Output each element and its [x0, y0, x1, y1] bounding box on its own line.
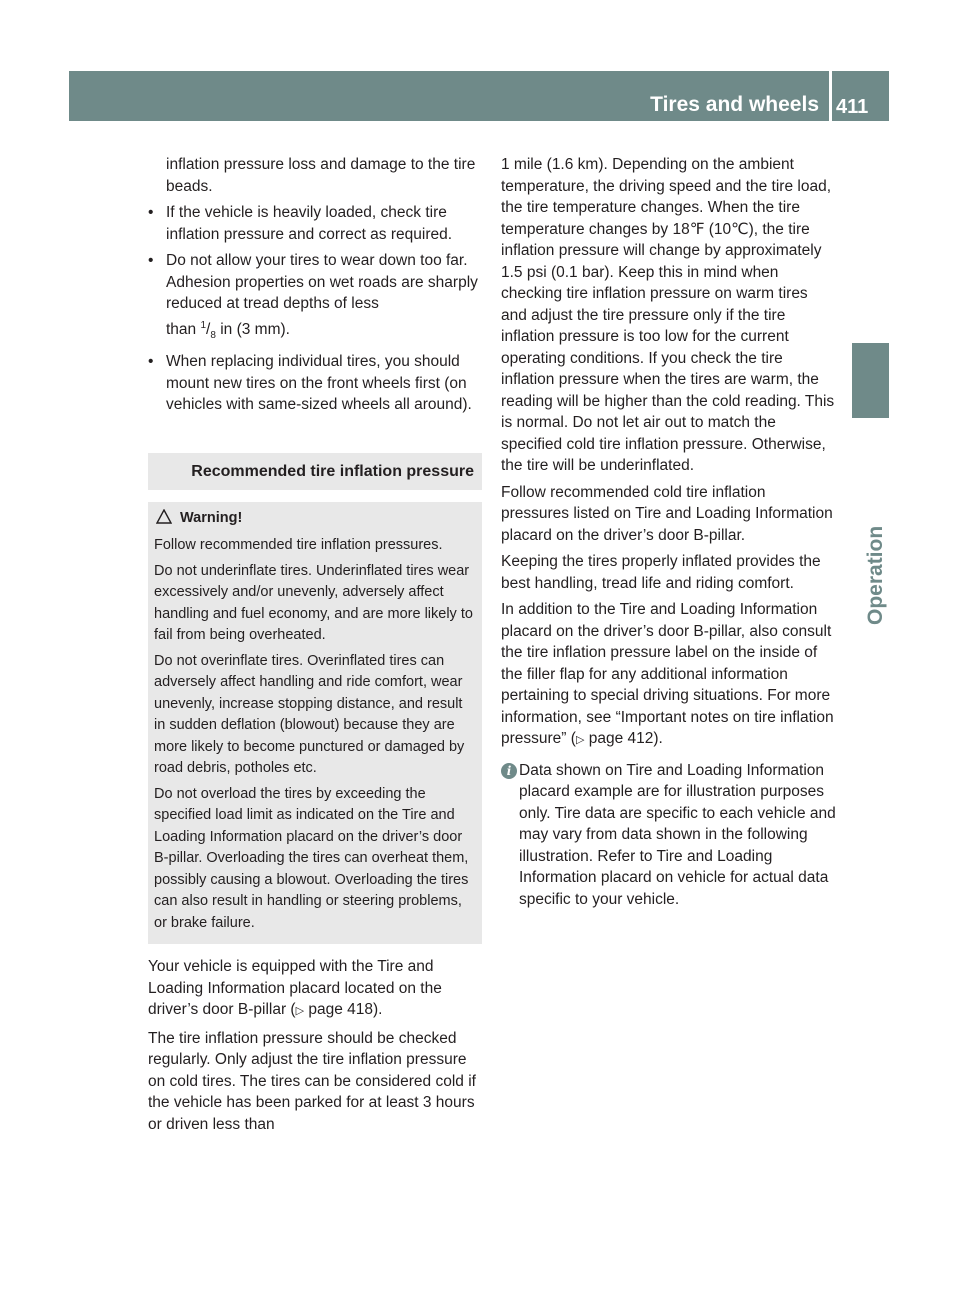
info-icon: i — [501, 763, 517, 779]
body-paragraph: In addition to the Tire and Loading Information placard on the driver’s door B-pillar, also consult the tire inflation pressure label on the inside of the filler flap for any additional information pertaining to special driving situations. For more information, see “Important notes on tire inflation pressure” (▷ page 412). — [501, 601, 834, 747]
warning-title: Warning! — [180, 509, 243, 526]
tread-depth-tail: than $^1/_8$ in (3 mm). — [166, 319, 290, 341]
warning-paragraph: Do not underinflate tires. Underinflated tires wear excessively and/or unevenly, adversely affect handling and fuel economy, and are more likely to fail from being overheated. — [154, 562, 473, 644]
section-tab-label: Operation — [864, 525, 887, 625]
list-item-text: When replacing individual tires, you should mount new tires on the front wheels first (on vehicles with same-sized wheels all around). — [166, 353, 472, 414]
list-item — [148, 202, 482, 245]
list-item-text: If the vehicle is heavily loaded, check tire inflation pressure and correct as required. — [166, 204, 453, 243]
warning-paragraph: Do not overinflate tires. Overinflated tires can adversely affect handling and ride comfort, wear unevenly, increase stopping distance, and result in sudden deflation (blowout) because they are more likely to become punctured or damaged by road debris, potholes etc. — [154, 652, 465, 777]
header-divider — [829, 71, 832, 121]
page-ref-arrow-icon: ▷ — [295, 1005, 305, 1018]
section-tab — [852, 425, 889, 625]
warning-title-row — [154, 508, 476, 532]
section-tab-marker — [852, 343, 889, 418]
body-paragraph: Your vehicle is equipped with the Tire and Loading Information placard located on the driver’s door B-pillar (▷ page 418). — [148, 958, 442, 1019]
bullet-dot: • — [148, 204, 154, 221]
left-column — [148, 154, 482, 1140]
warning-box — [148, 502, 482, 945]
warning-paragraph: Follow recommended tire inflation pressures. — [154, 537, 443, 554]
warning-paragraph: Do not overload the tires by exceeding the specified load limit as indicated on the Tire and Loading Information placard on the driver’s door B-pillar. Overloading the tires can overheat them, possibly causing a blowout. Overloading the tires can also result in handling or steering problems, or brake failure. — [154, 785, 469, 931]
warning-triangle-icon — [156, 509, 172, 532]
body-paragraph: Keeping the tires properly inflated provides the best handling, tread life and riding comfort. — [501, 553, 821, 592]
list-item — [148, 351, 482, 416]
bullet-dot: • — [148, 252, 154, 269]
list-item — [148, 250, 482, 346]
page-header — [69, 71, 889, 121]
page-number: 411 — [836, 96, 869, 118]
bullet-continuation: inflation pressure loss and damage to the tire beads. — [166, 156, 476, 195]
info-note-text: Data shown on Tire and Loading Information placard example are for illustration purposes only. Tire data are specific to each vehicle and may vary from data shown in the following illustration. Refer to Tire and Loading Information placard on vehicle for actual data specific to your vehicle. — [519, 761, 836, 908]
body-paragraph: The tire inflation pressure should be checked regularly. Only adjust the tire inflation pressure on cold tires. The tires can be considered cold if the vehicle has been parked for at least 3 hours or driven less than — [148, 1029, 476, 1133]
page-ref-arrow-icon: ▷ — [575, 734, 585, 746]
chapter-title: Tires and wheels — [650, 93, 819, 116]
info-note — [501, 760, 836, 911]
section-heading: Recommended tire inflation pressure — [148, 453, 482, 490]
right-column — [501, 154, 836, 910]
bullet-dot: • — [148, 353, 154, 371]
list-item-text: Do not allow your tires to wear down too far. Adhesion properties on wet roads are sharply reduced at tread depths of less — [166, 252, 478, 312]
body-paragraph: Follow recommended cold tire inflation pressures listed on Tire and Loading Information placard on the driver’s door B-pillar. — [501, 483, 833, 544]
body-paragraph: 1 mile (1.6 km). Depending on the ambient temperature, the driving speed and the tire load, the tire temperature changes. When the tire temperature changes by 18℉ (10℃), the tire inflation pressure will change by approximately 1.5 psi (0.1 bar). Keep this in mind when checking tire inflation pressure on warm tires and adjust the tire pressure only if the tire inflation pressure is too low for the current operating conditions. If you check the tire inflation pressure when the tires are warm, the reading will be higher than the cold reading. This is normal. Do not let air out to match the specified cold tire inflation pressure. Otherwise, the tire will be underinflated. — [501, 156, 835, 474]
